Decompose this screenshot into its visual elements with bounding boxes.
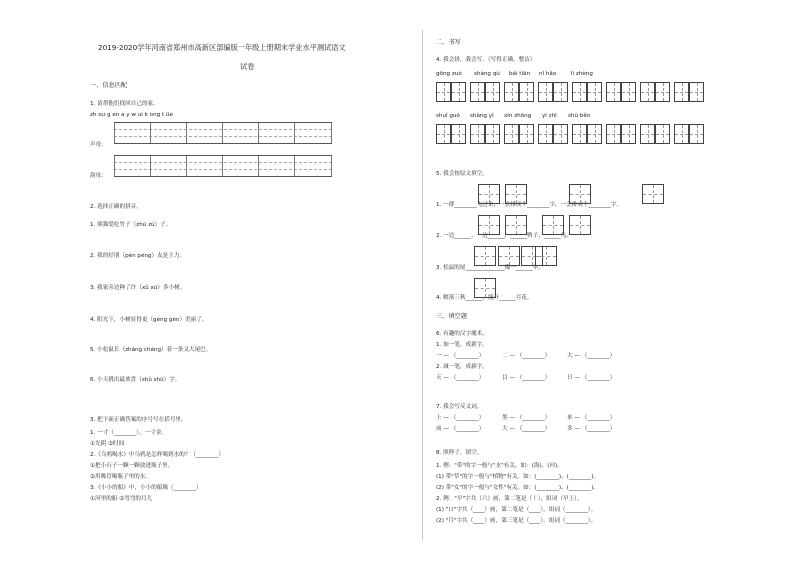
writing-box[interactable] — [655, 124, 670, 144]
writing-box[interactable] — [519, 124, 534, 144]
q7-row2-a: 前 — （________） — [436, 426, 485, 432]
q5-line-4: 4. 解落三秋______，能开______月花。 — [436, 295, 533, 301]
row2-pinyin-1: shuǐ guǒ — [436, 113, 460, 119]
q2-item-5: 5. 小松鼠长（zhǎng cháng）着一条又大尾巴。 — [90, 347, 212, 353]
writing-box[interactable] — [606, 82, 621, 102]
row1-pinyin-5: lì zhèng — [571, 71, 593, 77]
row1-pinyin-4: nǐ hǎo — [539, 71, 557, 77]
q2-item-4: 4. 阳光下，小树显得更（gèng gèn）美丽了。 — [90, 317, 208, 323]
q3-line-4: ①把小石子一颗一颗放进瓶子里。 — [90, 463, 174, 469]
writing-box[interactable] — [498, 246, 520, 266]
q3-line-5: ②用吸管喝瓶子里的水。 — [90, 474, 151, 480]
writing-box[interactable] — [474, 246, 496, 266]
q3-line-2: ①光阴 ②时间 — [90, 441, 125, 447]
writing-box[interactable] — [470, 82, 485, 102]
row1-pinyin-1: gōng zuò — [436, 71, 462, 77]
writing-box[interactable] — [642, 184, 664, 204]
q6-sub-2: 2. 减一笔，成新字。 — [436, 364, 488, 370]
writing-box[interactable] — [538, 82, 553, 102]
writing-box[interactable] — [569, 184, 591, 204]
writing-box[interactable] — [572, 124, 587, 144]
writing-box[interactable] — [569, 215, 591, 235]
q3-line-6: 3.《小小的船》中，小小的船像（________） — [90, 485, 202, 491]
writing-box[interactable] — [436, 124, 451, 144]
q2-item-6: 6. 小天挑出最欢喜（shǔ shū）字。 — [90, 377, 181, 383]
q6-row2-b: 目 — （________） — [502, 375, 551, 381]
writing-box[interactable] — [519, 82, 534, 102]
pinyin-grid-yunmu[interactable] — [114, 155, 332, 177]
q5-line-2: 2. 一边______，一边______，______鸭子，______鸟。 — [436, 233, 572, 239]
q6-row1-a: 一 — （________） — [436, 353, 485, 359]
writing-box[interactable] — [485, 82, 500, 102]
q3-line-3: 2.《乌鸦喝水》中乌鸦是怎样喝到水的？（________） — [90, 452, 224, 458]
writing-box[interactable] — [587, 124, 602, 144]
q8-line-6: (2) "月"字共（____）画，第三笔是（____），组词（________）。 — [436, 518, 597, 524]
writing-box[interactable] — [674, 82, 689, 102]
q3-line-7: ①河里的船 ②弯弯的月儿 — [90, 496, 153, 502]
q8-line-1: 1. 例："带"的字一般与"水"有关。如：(海)、(河)。 — [436, 463, 563, 469]
writing-box[interactable] — [689, 124, 704, 144]
writing-box[interactable] — [485, 124, 500, 144]
q8-line-4: 2. 例："早"字共（六）画，第二笔是（丨），组词（早上）。 — [436, 496, 583, 502]
writing-box[interactable] — [606, 124, 621, 144]
q7-text: 7. 我会写反义词。 — [436, 404, 483, 410]
writing-box[interactable] — [587, 82, 602, 102]
writing-box[interactable] — [504, 82, 519, 102]
writing-box[interactable] — [470, 124, 485, 144]
row1-pinyin-3: bái tiān — [509, 71, 531, 77]
q5-text: 5. 我会按原文填空。 — [436, 171, 488, 177]
q5-line-1: 1. 一群________飞过来，一会排成个________字，一会排成个________字。 — [436, 202, 623, 208]
column-divider — [422, 30, 423, 540]
title-line-2: 试卷 — [240, 62, 255, 71]
q1-letters: zh ou g en a y w ui k ong t üe — [90, 112, 173, 118]
writing-box[interactable] — [640, 82, 655, 102]
writing-box[interactable] — [505, 215, 527, 235]
row2-pinyin-3: xīn zhōng — [504, 113, 532, 119]
row1-pinyin-2: shàng qù — [474, 71, 500, 77]
writing-box[interactable] — [621, 124, 636, 144]
writing-box[interactable] — [621, 82, 636, 102]
title-line-1: 2019-2020学年河南省郑州市高新区部编版一年级上册期末学业水平测试语文 — [98, 43, 346, 52]
writing-box[interactable] — [451, 82, 466, 102]
q3-text: 3. 把下面正确答案的序号写在括号里。 — [90, 417, 187, 423]
section-2-heading: 二、书写 — [436, 39, 461, 46]
row2-pinyin-4: yī zhī — [542, 113, 557, 119]
writing-box[interactable] — [674, 124, 689, 144]
q5-line-3: 3. 松鼠的尾______________像一______伞。 — [436, 265, 544, 271]
pinyin-grid-shengmu[interactable] — [114, 122, 332, 144]
q6-sub-1: 1. 加一笔，成新字。 — [436, 342, 488, 348]
writing-box[interactable] — [640, 124, 655, 144]
row2-pinyin-5: shū běn — [568, 113, 591, 119]
q8-line-2: (1) 带"草"的字一般与"植物"有关。如：(________)、(________)。 — [436, 474, 599, 480]
q7-row2-b: 大 — （________） — [502, 426, 551, 432]
q7-row2-c: 多 — （________） — [567, 426, 616, 432]
q8-line-5: (1) "口"字共（____）画，第二笔是（____），组词（________）。 — [436, 507, 597, 513]
writing-box[interactable] — [474, 278, 496, 298]
section-1-heading: 一、信息匹配 — [90, 82, 128, 89]
q7-row1-a: 上 — （________） — [436, 415, 485, 421]
writing-box[interactable] — [572, 82, 587, 102]
writing-box[interactable] — [542, 215, 564, 235]
q6-row2-c: 日 — （________） — [567, 375, 616, 381]
q1-shengmu-label: 声母： — [90, 142, 107, 148]
writing-box[interactable] — [436, 82, 451, 102]
writing-box[interactable] — [478, 184, 500, 204]
writing-box[interactable] — [538, 124, 553, 144]
q2-item-1: 1. 熊猫爱吃竹子（zhú zú）子。 — [90, 222, 172, 228]
q8-line-3: (2) 带"女"的字一般与"女性"有关。如：(________)、(________)。 — [436, 485, 599, 491]
writing-box[interactable] — [689, 82, 704, 102]
writing-box[interactable] — [478, 215, 500, 235]
q7-row1-c: 来 — （________） — [567, 415, 616, 421]
q2-item-3: 3. 我家旁边种了许（xǔ xú）多小树。 — [90, 285, 186, 291]
writing-box[interactable] — [553, 82, 568, 102]
q4-text: 4. 我会拼，我会写。（写得正确、整洁） — [436, 57, 536, 63]
row2-pinyin-2: shàng yī — [470, 113, 494, 119]
q2-text: 2. 选择正确的拼音。 — [90, 204, 142, 210]
section-3-heading: 三、填空题 — [436, 313, 467, 320]
q6-row1-c: 大 — （________） — [567, 353, 616, 359]
q1-text: 1. 请帮他们找回自己的家。 — [90, 101, 159, 107]
q6-text: 6. 有趣的汉字魔术。 — [436, 331, 488, 337]
q6-row1-b: 二 — （________） — [502, 353, 551, 359]
writing-box[interactable] — [505, 184, 527, 204]
writing-box[interactable] — [655, 82, 670, 102]
q8-text: 8. 照样子，填空。 — [436, 450, 483, 456]
writing-box[interactable] — [451, 124, 466, 144]
q1-yunmu-label: 韵母： — [90, 173, 107, 179]
q3-line-1: 1. 一寸（________），一寸金。 — [90, 430, 168, 436]
q7-row1-b: 黑 — （________） — [502, 415, 551, 421]
writing-box[interactable] — [535, 246, 557, 266]
writing-box[interactable] — [504, 124, 519, 144]
writing-box[interactable] — [553, 124, 568, 144]
q6-row2-a: 天 — （________） — [436, 375, 485, 381]
q2-item-2: 2. 我的好朋（pén péng）友是王力。 — [90, 253, 186, 259]
